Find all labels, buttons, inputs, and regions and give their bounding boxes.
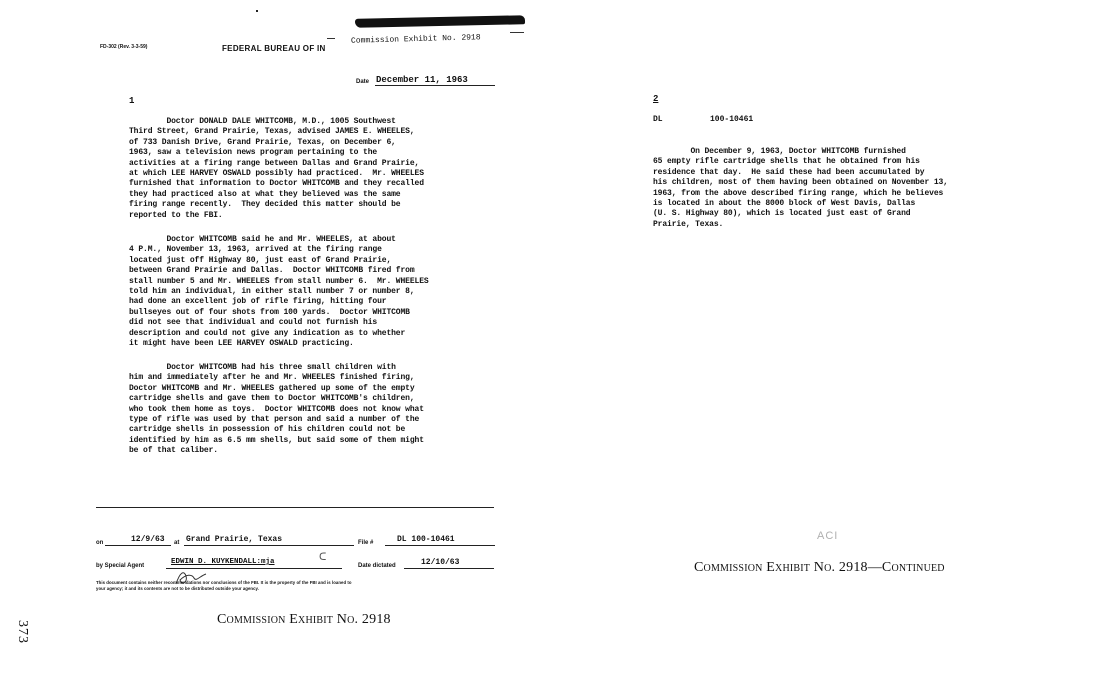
paragraph-2: Doctor WHITCOMB said he and Mr. WHEELES, at about 4 P.M., November 13, 1963, arrived at the firing range located just off Highway 80, just east of Grand Prairie, between Grand Prairie and Dallas. Doctor WHITCOMB fired from stall number 5 and Mr. WHEELES from stall number 6. Mr. WHEELES told him an individual, in either stall number 7 or number 8, had done an excellent job of rifle firing, hitting four bullseyes out of four shots from 100 yards. Doctor WHITCOMB did not see that individual and could not furnish his description and could not give any indication as to whether it might have been LEE HARVEY OSWALD practicing. (129, 235, 429, 349)
exhibit-caption-right-text: Commission Exhibit No. 2918—Continued (694, 560, 945, 575)
dl-label: DL (653, 115, 663, 124)
faint-mark: ACI (817, 530, 839, 542)
interview-date-underline (105, 545, 171, 546)
interview-location: Grand Prairie, Texas (186, 535, 283, 544)
exhibit-caption-right (694, 560, 945, 576)
exhibit-caption-left-text: Commission Exhibit No. 2918 (217, 612, 391, 627)
date-value: December 11, 1963 (376, 75, 468, 85)
scan-dot (256, 10, 258, 12)
at-label: at (174, 540, 180, 546)
page-number-right: 2 (653, 94, 659, 104)
interview-date: 12/9/63 (131, 535, 165, 544)
date-label: Date (356, 79, 370, 85)
agent-name: EDWIN D. KUYKENDALL:mja (171, 558, 275, 566)
file-label: File # (358, 540, 374, 546)
bureau-header: FEDERAL BUREAU OF IN (222, 44, 326, 53)
date-underline (375, 85, 495, 86)
footer-separator (96, 507, 494, 508)
form-number: FD-302 (Rev. 3-3-59) (100, 44, 148, 50)
paragraph-right: On December 9, 1963, Doctor WHITCOMB furnished 65 empty rifle cartridge shells that he obtained from his residence that day. He said these had been accumulated by his children, most of them having been obtained on November 13, 1963, from the above described firing range, which he believes is located in about the 8000 block of West Davis, Dallas (U. S. Highway 80), which is located just east of Grand Prairie, Texas. (653, 147, 948, 229)
redaction-bar (355, 15, 525, 28)
exhibit-caption-left (217, 612, 391, 628)
interview-location-underline (184, 545, 354, 546)
exhibit-stamp: Commission Exhibit No. 2918 (350, 33, 481, 46)
dictated-underline (404, 568, 494, 569)
paragraph-3: Doctor WHITCOMB had his three small children with him and immediately after he and Mr. WHEELES finished firing, Doctor WHITCOMB and Mr. WHEELES gathered up some of the empty cartridge shells and gave them to Doctor WHITCOMB's children, who took them home as toys. Doctor WHITCOMB does not know what type of rifle was used by that person and said a number of the cartridge shells in possession of his children could not be identified by him as 6.5 mm shells, but said some of them might be of that caliber. (129, 363, 424, 456)
disclaimer: This document contains neither recommendations nor conclusions of the FBI. It is the property of the FBI and is loaned to your agency; it and its contents are not to be distributed outside your agency. (96, 580, 352, 591)
header-dash (510, 32, 524, 33)
page-number-left: 1 (129, 96, 135, 106)
side-page-number: 373 (15, 620, 30, 644)
handwritten-mark: ᑕ (319, 552, 327, 563)
paragraph-1: Doctor DONALD DALE WHITCOMB, M.D., 1005 Southwest Third Street, Grand Prairie, Texas, advised JAMES E. WHEELES, of 733 Danish Drive, Grand Prairie, Texas, on December 6, 1963, saw a television news program pertaining to the activities at a firing range between Dallas and Grand Prairie, at which LEE HARVEY OSWALD possibly had practiced. Mr. WHEELES furnished that information to Doctor WHITCOMB and they recalled they had practiced also at what they believed was the same firing range recently. They decided this matter should be reported to the FBI. (129, 117, 424, 220)
file-number-underline (385, 545, 495, 546)
on-label: on (96, 540, 104, 546)
dictated-date: 12/10/63 (421, 558, 460, 567)
dl-file-number: 100-10461 (710, 115, 754, 124)
dictated-label: Date dictated (358, 563, 396, 569)
header-dash (327, 38, 335, 39)
agent-label: by Special Agent (96, 563, 145, 569)
file-number: DL 100-10461 (397, 535, 455, 544)
